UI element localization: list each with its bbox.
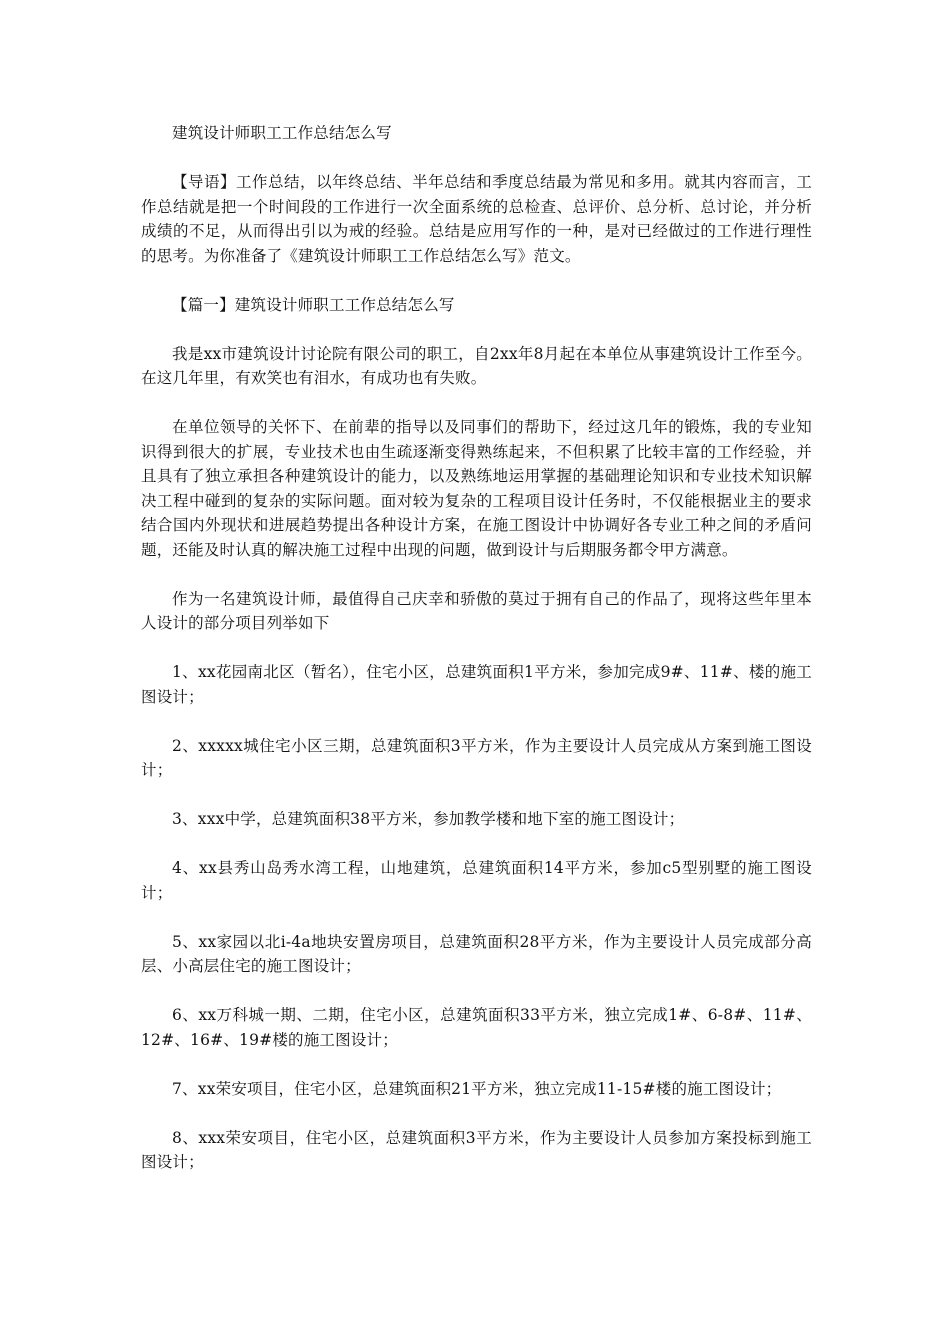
intro-paragraph: 【导语】工作总结，以年终总结、半年总结和季度总结最为常见和多用。就其内容而言，工作总结就是把一个时间段的工作进行一次全面系统的总检查、总评价、总分析、总讨论，并分析成绩的不足，从而得出引以为戒的经验。总结是应用写作的一种，是对已经做过的工作进行理性的思考。为你准备了《建筑设计师职工工作总结怎么写》范文。 <box>141 173 812 265</box>
body-paragraph: 作为一名建筑设计师，最值得自己庆幸和骄傲的莫过于拥有自己的作品了，现将这些年里本人设计的部分项目列举如下 <box>141 589 812 632</box>
project-item: 3、xxx中学，总建筑面积38平方米，参加教学楼和地下室的施工图设计； <box>172 810 685 828</box>
document-body <box>141 121 812 1199</box>
section-heading: 【篇一】建筑设计师职工工作总结怎么写 <box>172 295 455 314</box>
document-title: 建筑设计师职工工作总结怎么写 <box>172 124 392 142</box>
project-item: 7、xx荣安项目，住宅小区，总建筑面积21平方米，独立完成11-15#楼的施工图设计； <box>172 1079 782 1098</box>
project-item: 8、xxx荣安项目，住宅小区，总建筑面积3平方米，作为主要设计人员参加方案投标到施工图设计； <box>141 1128 812 1171</box>
project-item: 1、xx花园南北区（暂名），住宅小区，总建筑面积1平方米，参加完成9#、11#、楼的施工图设计； <box>141 663 812 706</box>
project-item: 5、xx家园以北i-4a地块安置房项目，总建筑面积28平方米，作为主要设计人员完成部分高层、小高层住宅的施工图设计； <box>141 932 812 975</box>
body-paragraph: 在单位领导的关怀下、在前辈的指导以及同事们的帮助下，经过这几年的锻炼，我的专业知识得到很大的扩展，专业技术也由生疏逐渐变得熟练起来，不但积累了比较丰富的工作经验，并且具有了独立承担各种建筑设计的能力，以及熟练地运用掌握的基础理论知识和专业技术知识解决工程中碰到的复杂的实际问题。面对较为复杂的工程项目设计任务时，不仅能根据业主的要求结合国内外现状和进展趋势提出各种设计方案，在施工图设计中协调好各专业工种之间的矛盾问题，还能及时认真的解决施工过程中出现的问题，做到设计与后期服务都令甲方满意。 <box>141 418 812 559</box>
project-item: 2、xxxxx城住宅小区三期，总建筑面积3平方米，作为主要设计人员完成从方案到施工图设计； <box>141 736 812 779</box>
project-item: 4、xx县秀山岛秀水湾工程，山地建筑，总建筑面积14平方米，参加c5型别墅的施工图设计； <box>141 859 812 902</box>
body-paragraph: 我是xx市建筑设计讨论院有限公司的职工，自2xx年8月起在本单位从事建筑设计工作至今。在这几年里，有欢笑也有泪水，有成功也有失败。 <box>141 344 812 387</box>
project-item: 6、xx万科城一期、二期，住宅小区，总建筑面积33平方米，独立完成1#、6-8#、11#、12#、16#、19#楼的施工图设计； <box>141 1006 812 1049</box>
